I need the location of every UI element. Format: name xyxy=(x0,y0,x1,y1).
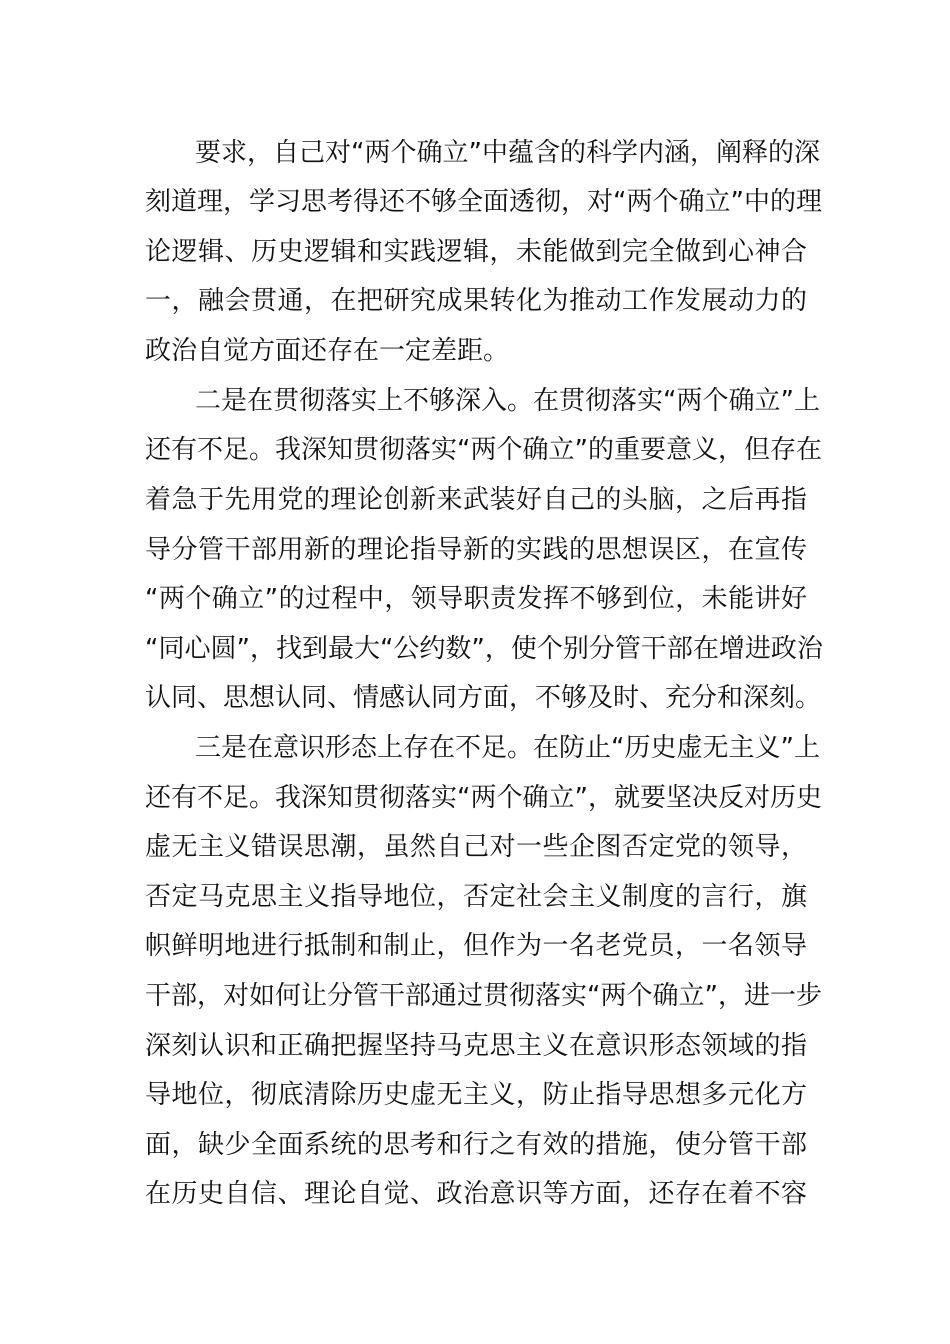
text-line: 在历史自信、理论自觉、政治意识等方面，还存在着不容 xyxy=(145,1179,807,1209)
text-line: 帜鲜明地进行抵制和制止，但作为一名老党员，一名领导 xyxy=(145,931,807,961)
text-line: 三是在意识形态上存在不足。在防止“历史虚无主义”上 xyxy=(195,733,820,763)
text-line: 认同、思想认同、情感认同方面，不够及时、充分和深刻。 xyxy=(145,683,822,713)
text-line: 刻道理，学习思考得还不够全面透彻，对“两个确立”中的理 xyxy=(145,187,822,217)
text-line: 导地位，彻底清除历史虚无主义，防止指导思想多元化方 xyxy=(145,1080,807,1110)
text-line: 一，融会贯通，在把研究成果转化为推动工作发展动力的 xyxy=(145,286,807,316)
text-line: 政治自觉方面还存在一定差距。 xyxy=(145,336,510,366)
text-line: 还有不足。我深知贯彻落实“两个确立”的重要意义，但存在 xyxy=(145,435,822,465)
text-line: 着急于先用党的理论创新来武装好自己的头脑，之后再指 xyxy=(145,485,807,515)
text-line: 论逻辑、历史逻辑和实践逻辑，未能做到完全做到心神合 xyxy=(145,237,807,267)
text-line: “同心圆”，找到最大“公约数”，使个别分管干部在增进政治 xyxy=(145,634,823,664)
text-line: 虚无主义错误思潮，虽然自己对一些企图否定党的领导， xyxy=(145,832,807,862)
text-line: 面，缺少全面系统的思考和行之有效的措施，使分管干部 xyxy=(145,1130,807,1160)
text-line: 否定马克思主义指导地位，否定社会主义制度的言行，旗 xyxy=(145,882,807,912)
text-line: 导分管干部用新的理论指导新的实践的思想误区，在宣传 xyxy=(145,535,807,565)
text-line: 还有不足。我深知贯彻落实“两个确立”，就要坚决反对历史 xyxy=(145,783,822,813)
text-line: “两个确立”的过程中，领导职责发挥不够到位，未能讲好 xyxy=(145,584,807,614)
text-line: 要求，自己对“两个确立”中蕴含的科学内涵，阐释的深 xyxy=(195,138,820,168)
text-line: 二是在贯彻落实上不够深入。在贯彻落实“两个确立”上 xyxy=(195,386,820,416)
text-line: 深刻认识和正确把握坚持马克思主义在意识形态领域的指 xyxy=(145,1031,807,1061)
text-line: 干部，对如何让分管干部通过贯彻落实“两个确立”，进一步 xyxy=(145,981,822,1011)
